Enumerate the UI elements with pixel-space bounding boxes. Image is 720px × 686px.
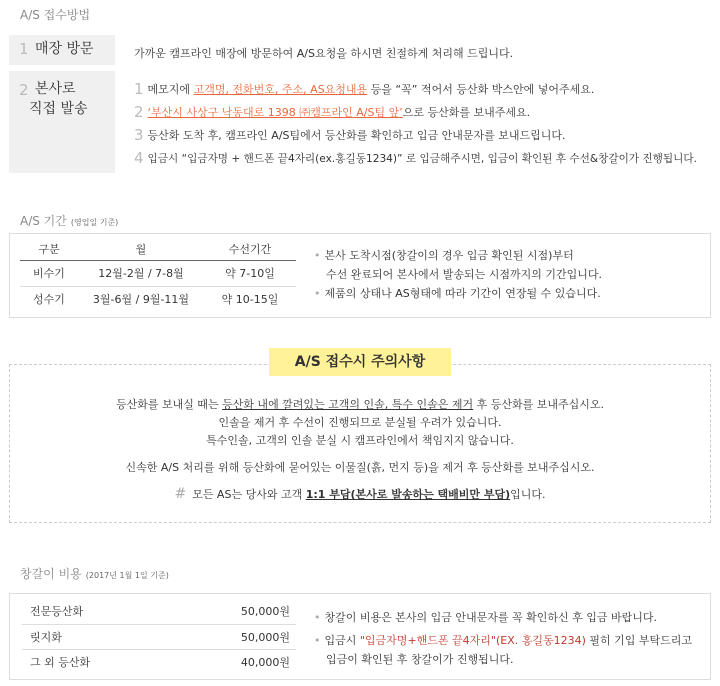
ship-text: 본사로 직접 발송 [29, 81, 88, 117]
table-row: 릿지화 50,000원 [22, 624, 296, 649]
visit-text: 매장 방문 [35, 41, 94, 57]
notice-line-4: 신속한 A/S 처리를 위해 등산화에 묻어있는 이물질(흙, 먼지 등)을 제거 후 등산화를 보내주십시오. [125, 461, 595, 474]
period-table [20, 238, 296, 312]
ship-label [9, 71, 115, 173]
ship-step-1: 1 메모지에 고객명, 전화번호, 주소, AS요청내용 등을 “꼭” 적어서 등산화 박스안에 넣어주세요. [134, 80, 595, 98]
table-row: 전문등산화 50,000원 [22, 599, 296, 624]
table-row: 비수기 12월-2월 / 7-8월 약 7-10일 [20, 260, 296, 286]
notice-tag: A/S 접수시 주의사항 [269, 348, 451, 376]
table-row: 성수기 3월-6월 / 9월-11월 약 10-15일 [33, 293, 279, 307]
hash-icon: # [174, 486, 187, 502]
notice-line-5: # 모든 AS는 당사와 고객 1:1 부담(본사로 발송하는 택배비만 부담)입니다. [174, 486, 546, 502]
resole-title: 창갈이 비용 (2017년 1월 1일 기준) [20, 567, 169, 581]
notice-line-1: 등산화를 보내실 때는 등산화 내에 깔려있는 고객의 인솔, 특수 인솔은 제거 후 등산화를 보내주십시오. [115, 398, 605, 411]
notice-line-2: 인솔을 제거 후 수선이 진행되므로 분실될 우려가 있습니다. [218, 416, 502, 429]
period-title: A/S 기간 (영업일 기준) [20, 214, 119, 228]
visit-label [9, 35, 115, 65]
period-notes: • 본사 도착시점(창갈이의 경우 입금 확인된 시점)부터 수선 완료되어 본사에서 발송되는 시점까지의 기간입니다. • 제품의 상태나 AS형태에 따라 기간이 연장될 수 있습니다. [314, 249, 603, 300]
resole-notes: • 창갈이 비용은 본사의 입금 안내문자를 꼭 확인하신 후 입금 바랍니다. • 입금시 "입금자명+핸드폰 끝4자리"(EX. 홍길동1234) 필히 기입 부탁드리고 입금이 확인된 후 창갈이가 진행됩니다. [314, 611, 693, 666]
as-method-title: A/S 접수방법 [20, 8, 91, 22]
ship-step-2: 2 ‘부산시 사상구 낙동대로 1398 ㈜캠프라인 A/S팀 앞’으로 등산화를 보내주세요. [134, 103, 531, 121]
ship-num: 2 [19, 81, 29, 99]
visit-desc: 가까운 캠프라인 매장에 방문하여 A/S요청을 하시면 친절하게 처리해 드립니다. [134, 47, 514, 60]
table-header: 구분 월 수선기간 [20, 238, 296, 260]
notice-line-3: 특수인솔, 고객의 인솔 분실 시 캠프라인에서 책임지지 않습니다. [206, 434, 514, 447]
resole-table [22, 599, 296, 674]
ship-step-4: 4 입금시 “입금자명 + 핸드폰 끝4자리(ex.홍길동1234)” 로 입금해주시면, 입금이 확인된 후 수선&창갈이가 진행됩니다. [134, 149, 697, 167]
ship-step-3: 3 등산화 도착 후, 캠프라인 A/S팀에서 등산화를 확인하고 입금 안내문자를 보내드립니다. [134, 126, 566, 144]
visit-num: 1 [19, 40, 29, 58]
table-row: 그 외 등산화 40,000원 [30, 655, 290, 669]
